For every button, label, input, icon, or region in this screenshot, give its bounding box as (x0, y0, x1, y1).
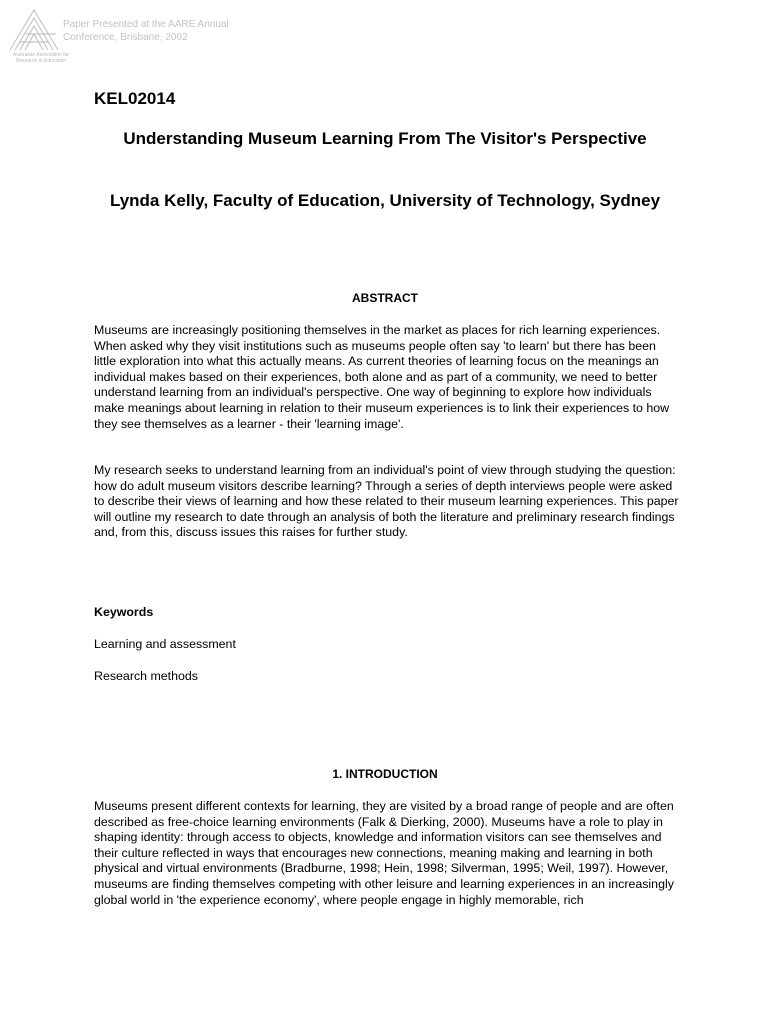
paper-title: Understanding Museum Learning From The Visitor's Perspective (123, 129, 647, 148)
paper-id: KEL02014 (94, 89, 176, 108)
conference-note: Paper Presented at the AARE Annual Conference, Brisbane, 2002 (63, 19, 229, 43)
aare-logo (6, 6, 68, 64)
logo-caption: Australian Association for Research in Education (12, 52, 70, 64)
abstract-paragraph-1: Museums are increasingly positioning themselves in the market as places for rich learning experiences. When asked why they visit institutions such as museums people often say 'to learn' but there has been little exploration into what this actually means. As current theories of learning focus on the meanings an individual makes based on their experiences, both alone and as part of a community, we need to better understand learning from an individual's perspective. One way of beginning to explore how individuals make meanings about learning in relation to their museum experiences is to link their experiences to how they see themselves as a learner - their 'learning image'. (94, 323, 670, 431)
abstract-paragraph-2: My research seeks to understand learning from an individual's point of view through studying the question: how do adult museum visitors describe learning? Through a series of depth interviews people were asked to describe their views of learning and how these related to their museum learning experiences. This paper will outline my research to date through an analysis of both the literature and preliminary research findings and, from this, discuss issues this raises for further study. (94, 463, 679, 540)
aare-logo-icon (6, 6, 68, 52)
keyword-item: Research methods (94, 669, 198, 683)
paper-authors: Lynda Kelly, Faculty of Education, University of Technology, Sydney (109, 191, 661, 210)
keywords-heading: Keywords (94, 605, 154, 619)
introduction-heading: 1. INTRODUCTION (332, 767, 438, 781)
page-header (6, 6, 306, 64)
keyword-item: Learning and assessment (94, 637, 236, 651)
abstract-heading: ABSTRACT (352, 291, 418, 305)
introduction-paragraph: Museums present different contexts for learning, they are visited by a broad range of people and are often described as free-choice learning environments (Falk & Dierking, 2000). Museums have a role to play in shaping identity: through access to objects, knowledge and information visitors can see themselves and their culture reflected in ways that encourages new connections, meaning making and learning in both physical and virtual environments (Bradburne, 1998; Hein, 1998; Silverman, 1995; Weil, 1997). However, museums are finding themselves competing with other leisure and learning experiences in an increasingly global world in 'the experience economy', where people engage in highly memorable, rich (94, 799, 674, 907)
